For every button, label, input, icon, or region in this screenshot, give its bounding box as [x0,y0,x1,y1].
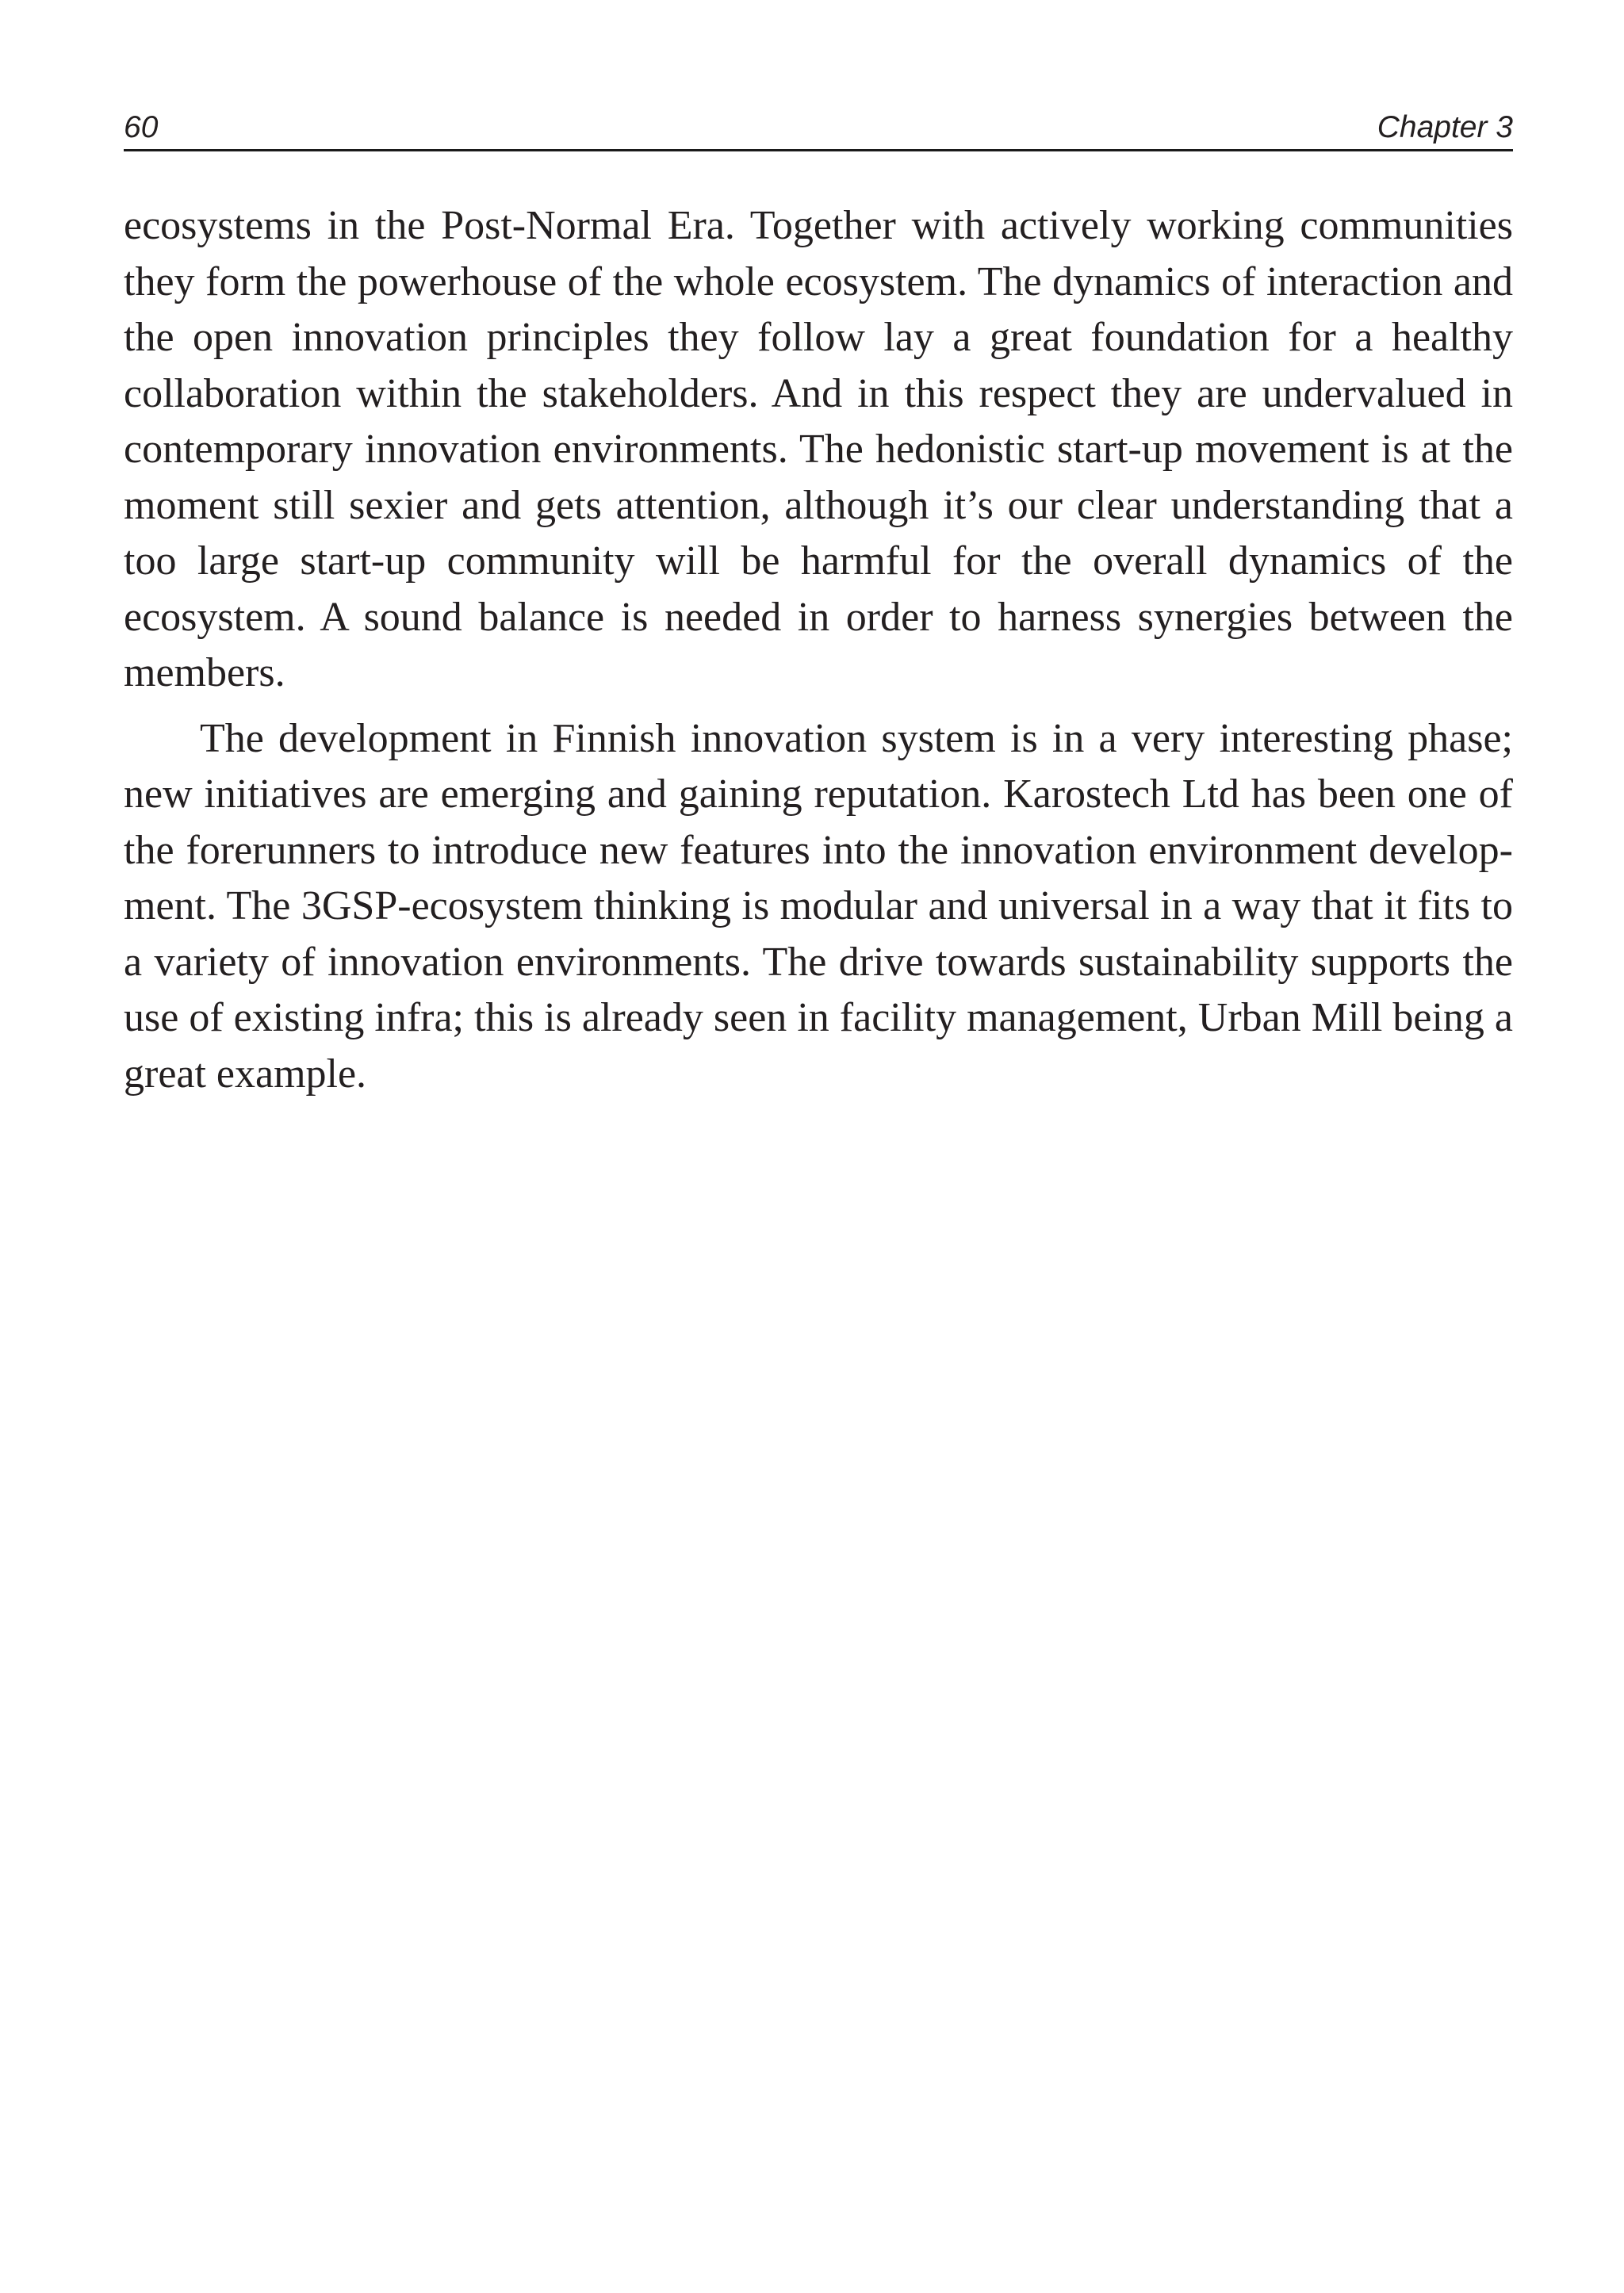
body-text [124,198,1513,1102]
chapter-label: Chapter 3 [1377,110,1513,144]
paragraph-continuation: ecosystems in the Post-Normal Era. Together with actively working communities they form the powerhouse of the whole ecosystem. The dynamics of interaction and the open innovation principles they follow lay a great foundation for a healthy collaboration within the stakeholders. And in this respect they are undervalued in contemporary innovation environments. The hedonistic start-up movement is at the moment still sexier and gets attention, although it’s our clear understanding that a too large start-up community will be harmful for the overall dynamics of the ecosystem. A sound balance is needed in order to harness synergies between the members. [124,203,1513,695]
running-header [124,106,1513,151]
page-number: 60 [124,110,159,144]
paragraph-finnish-innovation: The development in Finnish innovation system is in a very interesting phase; new initiatives are emerging and gaining reputation. Karostech Ltd has been one of the forerunners to introduce new features into the innovation environment development. The 3GSP-ecosystem thinking is modular and universal in a way that it fits to a variety of innovation environments. The drive towards sustainability supports the use of existing infra; this is already seen in facility management, Urban Mill being a great example. [124,715,1513,1097]
